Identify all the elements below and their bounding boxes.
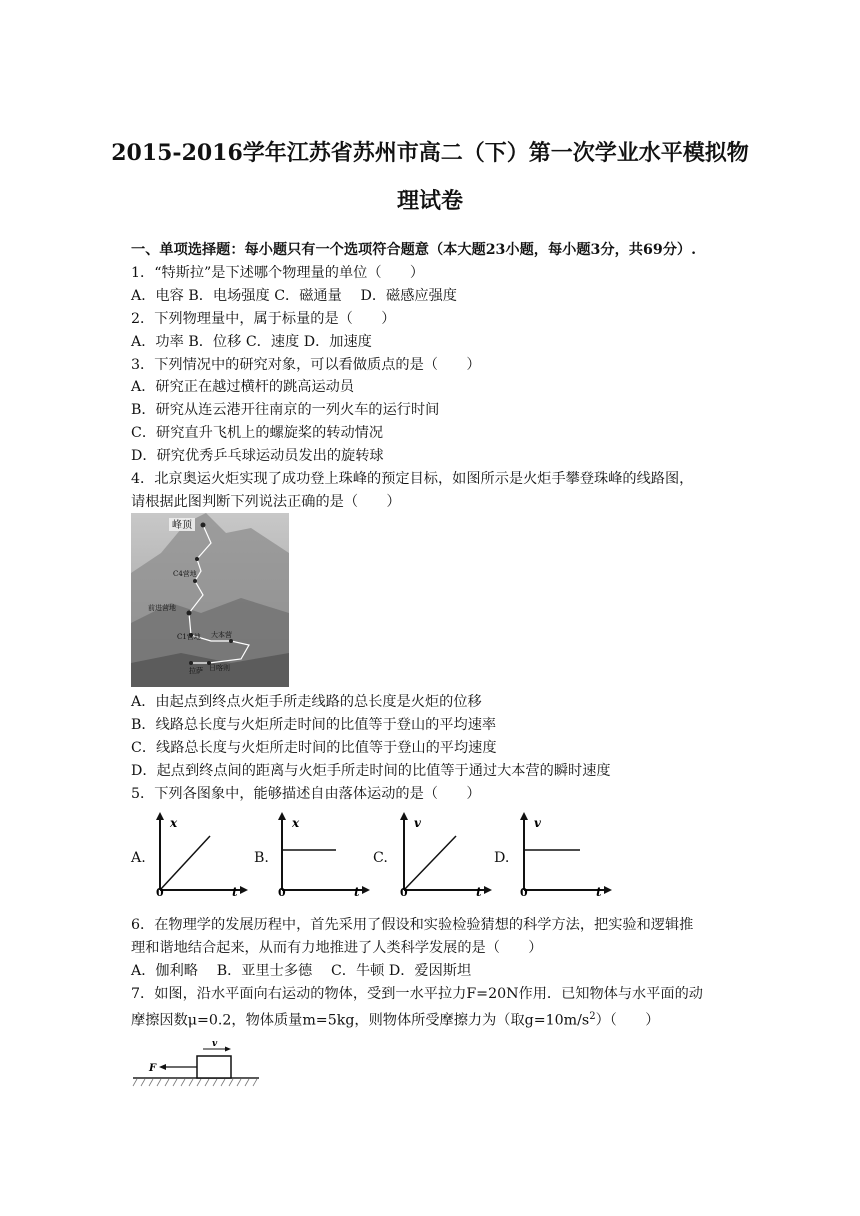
graph-a-origin: 0 [156, 886, 164, 896]
q7-stem-line2-main: 摩擦因数μ=0.2，物体质量m=5kg，则物体所受摩擦力为（取g=10m/s [131, 1012, 590, 1029]
graph-a-ylabel: x [170, 816, 178, 830]
graph-a-xlabel: t [232, 885, 238, 896]
page-title-line1: 2015-2016学年江苏省苏州市高二（下）第一次学业水平模拟物 [111, 140, 749, 166]
graph-b-ylabel: x [292, 816, 300, 830]
map-label-c4: C4营地 [173, 570, 197, 578]
q7-stem-line2 [131, 1007, 659, 1031]
map-label-shigatse: 日喀则 [209, 664, 230, 672]
q6-stem-line2: 理和谐地结合起来，从而有力地推进了人类科学发展的是（ ） [131, 940, 543, 956]
q7-stem-line2-end: ）（ ） [595, 1012, 660, 1029]
graph-d-ylabel: v [534, 816, 541, 830]
q4-stem-line2: 请根据此图判断下列说法正确的是（ ） [131, 494, 401, 510]
graph-c-ylabel: v [414, 816, 421, 830]
page-title-line2: 理试卷 [396, 188, 463, 214]
graph-c-origin: 0 [400, 886, 408, 896]
map-label-base: 大本营 [211, 631, 232, 639]
q7-stem-line1: 7．如图，沿水平面向右运动的物体，受到一水平拉力F=20N作用．已知物体与水平面的动 [131, 986, 703, 1002]
q3-option-d: D．研究优秀乒乓球运动员发出的旋转球 [131, 448, 384, 464]
q1-options: A．电容 B．电场强度 C．磁通量 D．磁感应强度 [131, 288, 457, 304]
graph-b-xlabel: t [354, 885, 360, 896]
q5-stem: 5．下列各图象中，能够描述自由落体运动的是（ ） [131, 786, 481, 802]
graph-b-origin: 0 [278, 886, 286, 896]
map-label-peak: 峰顶 [172, 520, 192, 531]
q5-graph-b [270, 812, 370, 896]
q5-graph-c-label: C. [373, 850, 388, 866]
section-heading: 一、单项选择题：每小题只有一个选项符合题意（本大题23小题，每小题3分，共69分）. [131, 242, 697, 258]
velocity-label: v [212, 1039, 218, 1049]
q5-graph-c [392, 812, 492, 896]
q3-stem: 3．下列情况中的研究对象，可以看做质点的是（ ） [131, 357, 481, 373]
q7-force-diagram [131, 1036, 261, 1090]
q3-option-c: C．研究直升飞机上的螺旋桨的转动情况 [131, 425, 384, 441]
q3-option-a: A．研究正在越过横杆的跳高运动员 [131, 379, 355, 395]
q4-stem-line1: 4．北京奥运火炬实现了成功登上珠峰的预定目标，如图所示是火炬手攀登珠峰的线路图， [131, 471, 694, 487]
q4-option-d: D．起点到终点间的距离与火炬手所走时间的比值等于通过大本营的瞬时速度 [131, 763, 611, 779]
map-label-lhasa: 拉萨 [189, 667, 203, 675]
q7-exponent: 2 [589, 1011, 596, 1022]
q4-option-a: A．由起点到终点火炬手所走线路的总长度是火炬的位移 [131, 694, 482, 710]
q3-option-b: B．研究从连云港开往南京的一列火车的运行时间 [131, 402, 440, 418]
map-label-c1: C1营地 [177, 633, 201, 641]
q5-graph-a-label: A. [131, 850, 146, 866]
force-label: F [149, 1063, 157, 1074]
q6-options: A．伽利略 B．亚里士多德 C．牛顿 D．爱因斯坦 [131, 963, 472, 979]
q5-graph-d [512, 812, 612, 896]
q5-graph-b-label: B. [254, 850, 269, 866]
q5-graph-a [148, 812, 248, 896]
q2-stem: 2．下列物理量中，属于标量的是（ ） [131, 311, 396, 327]
q5-graph-d-label: D. [494, 850, 510, 866]
q2-options: A．功率 B．位移 C．速度 D．加速度 [131, 334, 372, 350]
q4-option-b: B．线路总长度与火炬所走时间的比值等于登山的平均速率 [131, 717, 497, 733]
graph-c-xlabel: t [476, 885, 482, 896]
q1-stem: 1．“特斯拉”是下述哪个物理量的单位（ ） [131, 265, 425, 281]
everest-route-map [131, 513, 289, 687]
map-label-advance: 前进营地 [148, 604, 176, 612]
q4-option-c: C．线路总长度与火炬所走时间的比值等于登山的平均速度 [131, 740, 497, 756]
graph-d-xlabel: t [596, 885, 602, 896]
graph-d-origin: 0 [520, 886, 528, 896]
q6-stem-line1: 6．在物理学的发展历程中，首先采用了假设和实验检验猜想的科学方法，把实验和逻辑推 [131, 917, 694, 933]
